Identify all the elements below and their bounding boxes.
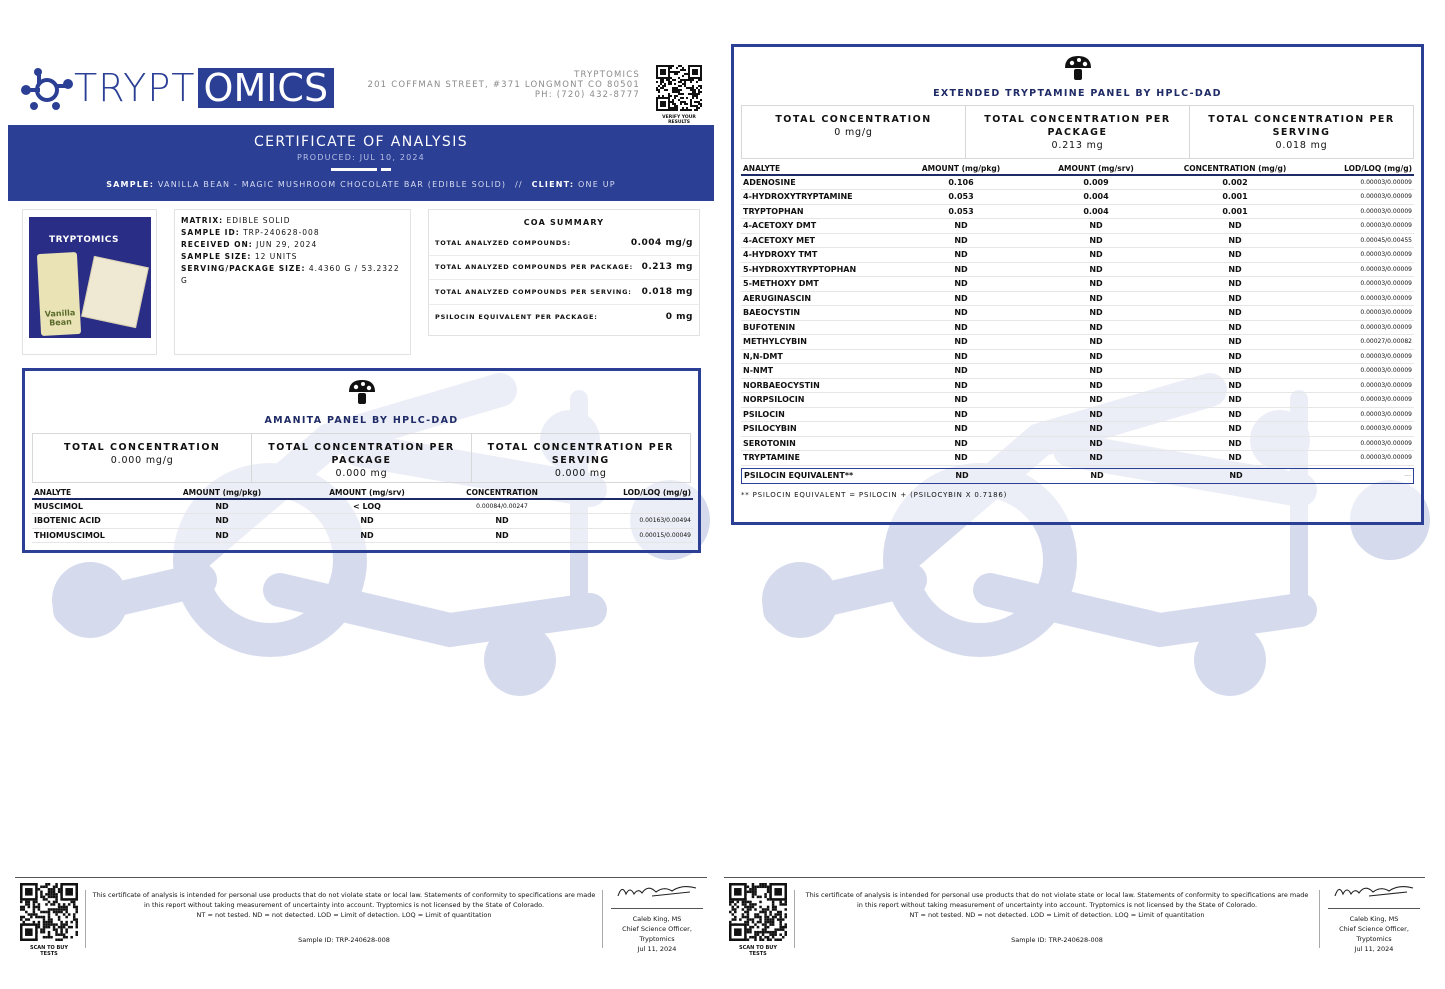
amount-srv: ND: [1031, 277, 1161, 292]
product-wrapper: [37, 252, 81, 336]
concentration: ND: [1161, 436, 1309, 451]
address-company: TRYPTOMICS: [574, 70, 640, 80]
coa-banner: [8, 125, 714, 201]
product-image: [29, 217, 151, 338]
footer-qr-page1[interactable]: [20, 883, 78, 957]
product-image-brand: TRYPTOMICS: [49, 235, 120, 245]
concentration: ND: [1161, 335, 1309, 350]
amount-srv: ND: [1031, 248, 1161, 263]
company-address: [367, 70, 640, 100]
lod-loq: 0.00003/0.00009: [1309, 291, 1414, 306]
table-row: [741, 248, 1414, 263]
chocolate-bar: [81, 256, 149, 328]
page-title: CERTIFICATE OF ANALYSIS: [253, 134, 469, 150]
table-row: [741, 393, 1414, 408]
lod-loq: 0.00003/0.00009: [1309, 248, 1414, 263]
lod-loq: 0.00015/0.00049: [562, 528, 693, 543]
psilocin-equivalent-table: PSILOCIN EQUIVALENT** ND ND ND ---: [744, 471, 1411, 480]
footer-qr-page2[interactable]: [729, 883, 787, 957]
tryptamine-mushroom-icon-wrap: [734, 54, 1421, 86]
brand-name-prefix: TRYPT: [74, 66, 196, 110]
table-row: [32, 514, 693, 529]
tryptomics-molecule-icon: [20, 66, 74, 110]
verify-qr-caption: VERIFY YOUR RESULTS: [662, 115, 696, 125]
analyte-name: AERUGINASCIN: [741, 291, 891, 306]
amount-pkg: ND: [891, 291, 1031, 306]
lod-loq: 0.00003/0.00009: [1309, 422, 1414, 437]
analyte-name: TRYPTAMINE: [741, 451, 891, 466]
amanita-panel-title: AMANITA PANEL BY HPLC-DAD: [264, 415, 459, 426]
concentration: ND: [1161, 233, 1309, 248]
lod-loq: 0.00003/0.00009: [1309, 451, 1414, 466]
concentration: ND: [1161, 277, 1309, 292]
table-row: [741, 349, 1414, 364]
amount-srv: ND: [1031, 407, 1161, 422]
psilocin-footnote: ** PSILOCIN EQUIVALENT = PSILOCIN + (PSILOCYBIN X 0.7186): [741, 490, 1008, 499]
coa-summary-card: [428, 209, 700, 336]
amanita-total-per-serving: TOTAL CONCENTRATION PER SERVING 0.000 mg: [487, 442, 675, 479]
address-phone: PH: (720) 432-8777: [534, 90, 640, 100]
table-row: [741, 175, 1414, 190]
brand-logo: [20, 66, 334, 110]
address-street: 201 COFFMAN STREET, #371 LONGMONT CO 80501: [367, 80, 640, 90]
amount-pkg: ND: [891, 262, 1031, 277]
amount-srv: ND: [1031, 335, 1161, 350]
tryptamine-panel: [731, 44, 1424, 525]
amount-pkg: ND: [891, 320, 1031, 335]
amount-srv: ND: [1031, 291, 1161, 306]
amount-srv: ND: [292, 514, 442, 529]
concentration: ND: [442, 528, 562, 543]
amount-pkg: ND: [891, 233, 1031, 248]
product-image-card: [22, 209, 157, 355]
analyte-name: NORBAEOCYSTIN: [741, 378, 891, 393]
tryptamine-total-per-serving: TOTAL CONCENTRATION PER SERVING 0.018 mg: [1208, 114, 1395, 151]
amount-pkg: ND: [891, 407, 1031, 422]
amount-srv: 0.009: [1031, 175, 1161, 190]
amount-srv: ND: [1031, 233, 1161, 248]
footer-sample-id: Sample ID: TRP-240628-008: [1011, 936, 1103, 944]
concentration: ND: [1161, 407, 1309, 422]
amanita-total-per-package: TOTAL CONCENTRATION PER PACKAGE 0.000 mg: [252, 434, 471, 482]
concentration: ND: [1161, 219, 1309, 234]
amanita-table-header: ANALYTE AMOUNT (mg/pkg) AMOUNT (mg/srv) CONCENTRATION LOD/LOQ (mg/g): [34, 488, 691, 497]
footer-page2: [724, 877, 1425, 957]
analyte-name: 4-ACETOXY DMT: [741, 219, 891, 234]
analyte-name: ADENOSINE: [741, 175, 891, 190]
analyte-name: THIOMUSCIMOL: [32, 528, 152, 543]
qr-code-icon: [20, 883, 78, 941]
lod-loq: 0.00003/0.00009: [1309, 320, 1414, 335]
lod-loq: 0.00003/0.00009: [1309, 349, 1414, 364]
amount-pkg: ND: [891, 393, 1031, 408]
concentration: ND: [1161, 291, 1309, 306]
concentration: ND: [1161, 349, 1309, 364]
sample-info-card: [174, 209, 411, 355]
amanita-table: [32, 487, 693, 543]
signature-icon: [612, 880, 702, 902]
client-label: CLIENT:: [531, 180, 575, 189]
lod-loq: 0.00003/0.00009: [1309, 378, 1414, 393]
tryptamine-total-per-package: TOTAL CONCENTRATION PER PACKAGE 0.213 mg: [966, 106, 1190, 158]
table-row: [741, 335, 1414, 350]
amount-pkg: 0.053: [891, 204, 1031, 219]
lod-loq: 0.00003/0.00009: [1309, 306, 1414, 321]
analyte-name: 4-HYDROXY TMT: [741, 248, 891, 263]
tryptamine-totals: [741, 105, 1414, 159]
concentration: ND: [1161, 306, 1309, 321]
analyte-name: BAEOCYSTIN: [741, 306, 891, 321]
qr-code-icon: [729, 883, 787, 941]
amount-pkg: ND: [152, 528, 292, 543]
footer-disclaimer: This certificate of analysis is intended for personal use products that do not violate state or local law. Statements of conformity to specifications are made in this report without taking measurement of uncertainty into account. Tryptomics is not licensed by the State of Colorado. NT = not tested. ND = not detected. LOD = Limit of detection. LOQ = Limit of quantitation Sample ID: TRP-240628-008: [85, 890, 603, 948]
table-row: [741, 320, 1414, 335]
lod-loq: 0.00003/0.00009: [1309, 262, 1414, 277]
sample-value: VANILLA BEAN - MAGIC MUSHROOM CHOCOLATE BAR (EDIBLE SOLID): [157, 180, 507, 189]
lod-loq: 0.00003/0.00009: [1309, 277, 1414, 292]
concentration: 0.001: [1161, 190, 1309, 205]
analyte-name: NORPSILOCIN: [741, 393, 891, 408]
amount-pkg: 0.053: [891, 190, 1031, 205]
amanita-total-concentration: TOTAL CONCENTRATION 0.000 mg/g: [33, 434, 252, 482]
coa-summary-title: COA SUMMARY: [523, 218, 605, 227]
info-serving-package-size: SERVING/PACKAGE SIZE: 4.4360 G / 53.2322 G: [181, 264, 400, 285]
footer-signature-block: Caleb King, MS Chief Science Officer, Tryptomics Jul 11, 2024: [607, 878, 707, 954]
amanita-mushroom-icon-wrap: [25, 378, 698, 410]
verify-qr[interactable]: [656, 65, 702, 125]
table-row: [741, 378, 1414, 393]
amount-srv: ND: [1031, 320, 1161, 335]
table-row: [741, 204, 1414, 219]
amount-pkg: ND: [891, 248, 1031, 263]
amount-srv: ND: [1031, 378, 1161, 393]
analyte-name: PSILOCYBIN: [741, 422, 891, 437]
analyte-name: IBOTENIC ACID: [32, 514, 152, 529]
concentration: ND: [1161, 393, 1309, 408]
concentration: ND: [1161, 364, 1309, 379]
analyte-name: METHYLCYBIN: [741, 335, 891, 350]
summary-row-serving: TOTAL ANALYZED COMPOUNDS PER SERVING: 0.018 mg: [429, 280, 699, 305]
amount-srv: ND: [1031, 306, 1161, 321]
mushroom-icon: [1063, 54, 1093, 82]
amanita-panel: [22, 368, 701, 553]
brand-name-suffix: OMICS: [198, 68, 335, 108]
amount-pkg: ND: [891, 349, 1031, 364]
table-row: [741, 262, 1414, 277]
lod-loq: 0.00045/0.00455: [1309, 233, 1414, 248]
concentration: ND: [1161, 320, 1309, 335]
info-received-on: RECEIVED ON: JUN 29, 2024: [181, 240, 318, 249]
lod-loq: 0.00003/0.00009: [1309, 393, 1414, 408]
mushroom-icon: [347, 378, 377, 406]
qr-code-icon: [656, 65, 702, 111]
signature-icon: [1329, 880, 1419, 902]
lod-loq: 0.00003/0.00009: [1309, 204, 1414, 219]
analyte-name: BUFOTENIN: [741, 320, 891, 335]
concentration: 0.002: [1161, 175, 1309, 190]
footer-qr-caption: SCAN TO BUY TESTS: [739, 945, 777, 957]
sample-client-line: [8, 180, 714, 189]
tryptamine-table-header: ANALYTE AMOUNT (mg/pkg) AMOUNT (mg/srv) CONCENTRATION (mg/g) LOD/LOQ (mg/g): [743, 164, 1412, 173]
table-row: [741, 436, 1414, 451]
amount-srv: ND: [1031, 451, 1161, 466]
sample-label: SAMPLE:: [106, 180, 155, 189]
concentration: ND: [442, 514, 562, 529]
table-row: [741, 233, 1414, 248]
amount-srv: ND: [1031, 262, 1161, 277]
amount-srv: 0.004: [1031, 204, 1161, 219]
table-row: [32, 528, 693, 543]
concentration: ND: [1161, 248, 1309, 263]
analyte-name: N,N-DMT: [741, 349, 891, 364]
lod-loq: 0.00003/0.00009: [1309, 364, 1414, 379]
tryptamine-panel-title: EXTENDED TRYPTAMINE PANEL BY HPLC-DAD: [933, 88, 1222, 99]
analyte-name: SEROTONIN: [741, 436, 891, 451]
table-row: [741, 422, 1414, 437]
amount-pkg: ND: [891, 436, 1031, 451]
tryptamine-table: [741, 163, 1414, 466]
amount-pkg: ND: [891, 451, 1031, 466]
footer-disclaimer: This certificate of analysis is intended for personal use products that do not violate state or local law. Statements of conformity to specifications are made in this report without taking measurement of uncertainty into account. Tryptomics is not licensed by the State of Colorado. NT = not tested. ND = not detected. LOD = Limit of detection. LOQ = Limit of quantitation Sample ID: TRP-240628-008: [794, 890, 1320, 948]
table-row: [741, 190, 1414, 205]
concentration: 0.00084/0.00247: [442, 499, 562, 514]
concentration: ND: [1161, 262, 1309, 277]
amount-pkg: ND: [891, 219, 1031, 234]
table-row: [741, 291, 1414, 306]
amount-srv: < LOQ: [292, 499, 442, 514]
psilocin-equivalent-row: [741, 468, 1414, 484]
footer-page1: [15, 877, 707, 957]
lod-loq: 0.00163/0.00494: [562, 514, 693, 529]
product-label: Vanilla Bean: [44, 308, 76, 328]
amount-pkg: ND: [891, 277, 1031, 292]
amount-srv: ND: [1031, 422, 1161, 437]
lod-loq: 0.00003/0.00009: [1309, 407, 1414, 422]
amount-pkg: ND: [152, 514, 292, 529]
amount-srv: ND: [1031, 436, 1161, 451]
amount-pkg: ND: [891, 422, 1031, 437]
table-row: [741, 364, 1414, 379]
client-value: ONE UP: [578, 180, 616, 189]
analyte-name: 4-ACETOXY MET: [741, 233, 891, 248]
lod-loq: 0.00003/0.00009: [1309, 219, 1414, 234]
info-matrix: MATRIX: EDIBLE SOLID: [181, 216, 291, 225]
summary-row-package: TOTAL ANALYZED COMPOUNDS PER PACKAGE: 0.213 mg: [429, 256, 699, 281]
amount-pkg: ND: [891, 306, 1031, 321]
concentration: ND: [1161, 378, 1309, 393]
amount-srv: ND: [292, 528, 442, 543]
amanita-totals: [32, 433, 691, 483]
lod-loq: 0.00027/0.00082: [1309, 335, 1414, 350]
footer-signature-block: Caleb King, MS Chief Science Officer, Tryptomics Jul 11, 2024: [1324, 878, 1424, 954]
amount-pkg: ND: [891, 335, 1031, 350]
concentration: ND: [1161, 451, 1309, 466]
lod-loq: [562, 499, 693, 514]
summary-row-total: TOTAL ANALYZED COMPOUNDS: 0.004 mg/g: [429, 231, 699, 256]
amount-srv: ND: [1031, 349, 1161, 364]
produced-date: PRODUCED: JUL 10, 2024: [297, 153, 425, 162]
info-sample-size: SAMPLE SIZE: 12 UNITS: [181, 252, 298, 261]
banner-separator: //: [515, 180, 523, 189]
table-row: [741, 451, 1414, 466]
analyte-name: 4-HYDROXYTRYPTAMINE: [741, 190, 891, 205]
concentration: 0.001: [1161, 204, 1309, 219]
amount-srv: ND: [1031, 393, 1161, 408]
amount-srv: ND: [1031, 364, 1161, 379]
amount-pkg: ND: [152, 499, 292, 514]
analyte-name: MUSCIMOL: [32, 499, 152, 514]
summary-row-psilocin-equivalent: PSILOCIN EQUIVALENT PER PACKAGE: 0 mg: [435, 311, 693, 322]
table-row: [741, 407, 1414, 422]
amount-srv: 0.004: [1031, 190, 1161, 205]
table-row: [741, 219, 1414, 234]
analyte-name: PSILOCIN: [741, 407, 891, 422]
amount-pkg: 0.106: [891, 175, 1031, 190]
concentration: ND: [1161, 422, 1309, 437]
analyte-name: N-NMT: [741, 364, 891, 379]
table-row: [741, 306, 1414, 321]
amount-pkg: ND: [891, 364, 1031, 379]
analyte-name: 5-METHOXY DMT: [741, 277, 891, 292]
amount-srv: ND: [1031, 219, 1161, 234]
tryptamine-total-concentration: TOTAL CONCENTRATION 0 mg/g: [742, 106, 966, 158]
analyte-name: TRYPTOPHAN: [741, 204, 891, 219]
lod-loq: 0.00003/0.00009: [1309, 436, 1414, 451]
footer-qr-caption: SCAN TO BUY TESTS: [30, 945, 68, 957]
analyte-name: 5-HYDROXYTRYPTOPHAN: [741, 262, 891, 277]
lod-loq: 0.00003/0.00009: [1309, 190, 1414, 205]
footer-sample-id: Sample ID: TRP-240628-008: [298, 936, 390, 944]
lod-loq: 0.00003/0.00009: [1309, 175, 1414, 190]
banner-divider: [8, 168, 714, 171]
amount-pkg: ND: [891, 378, 1031, 393]
info-sample-id: SAMPLE ID: TRP-240628-008: [181, 228, 320, 237]
table-row: [32, 499, 693, 514]
table-row: [741, 277, 1414, 292]
